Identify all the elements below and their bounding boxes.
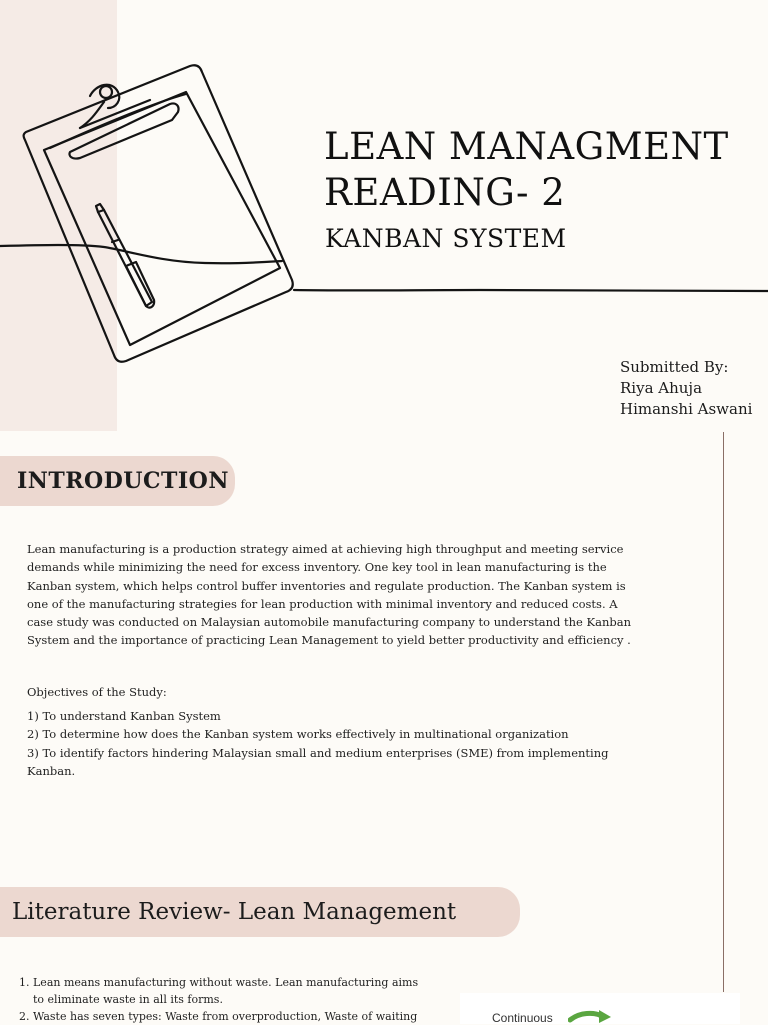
diagram-label-continuous: Continuous [492, 1011, 553, 1025]
title-line-2: READING- 2 [324, 171, 566, 214]
introduction-paragraph: Lean manufacturing is a production strategy aimed at achieving high throughput and meeting service demands while minimizing the need for excess inventory. One key tool in lean manufacturing is the Kanban system, which helps control buffer inventories and regulate production. The Kanban system is one of the manufacturing strategies for lean production with minimal inventory and reduced costs. A case study was conducted on Malaysian automobile manufacturing company to understand the Kanban System and the importance of practicing Lean Management to yield better productivity and efficiency . [27, 542, 631, 648]
literature-review-heading-text: Literature Review- Lean Management [12, 899, 457, 925]
introduction-heading [0, 456, 235, 506]
submitted-by-block [620, 357, 752, 420]
introduction-heading-text: INTRODUCTION [17, 468, 229, 494]
author-name: Riya Ahuja [620, 379, 703, 397]
author-name: Himanshi Aswani [620, 400, 753, 418]
vertical-divider [723, 432, 724, 992]
objective-item: 3) To identify factors hindering Malaysian small and medium enterprises (SME) from implementing Kanban. [27, 745, 609, 778]
literature-points-list [20, 974, 428, 1025]
literature-point: 1. Lean means manufacturing without waste. Lean manufacturing aims to eliminate waste in all its forms. [33, 974, 428, 1008]
document-subtitle: KANBAN SYSTEM [325, 224, 567, 253]
objective-item: 2) To determine how does the Kanban system works effectively in multinational organization [27, 727, 569, 742]
literature-point: 2. Waste has seven types: Waste from overproduction, Waste of waiting [33, 1008, 428, 1025]
curved-arrow-icon [568, 1008, 613, 1024]
document-title [324, 124, 729, 216]
title-line-1: LEAN MANAGMENT [324, 125, 729, 168]
objective-item: 1) To understand Kanban System [27, 709, 221, 723]
clipboard-pen-illustration [0, 60, 768, 380]
literature-review-heading [0, 887, 520, 937]
objectives-list [27, 707, 642, 780]
submitted-by-label: Submitted By: [620, 358, 729, 376]
objectives-heading: Objectives of the Study: [27, 685, 167, 699]
